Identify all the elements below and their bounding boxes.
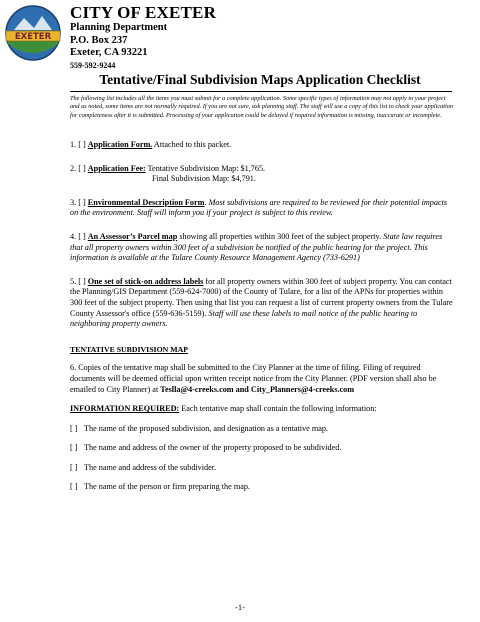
- city-state-zip: Exeter, CA 93221: [70, 47, 148, 58]
- item-1-checkbox[interactable]: 1. [ ]: [70, 140, 88, 149]
- item-4-label: An Assessor’s Parcel map: [87, 231, 178, 241]
- item-4-checkbox[interactable]: 4. [ ]: [70, 231, 88, 241]
- required-info-item: [70, 463, 454, 474]
- required-info-text: The name and address of the subdivider.: [84, 462, 217, 472]
- required-info-checkbox[interactable]: [ ]: [70, 482, 78, 492]
- required-info-item: [70, 424, 454, 435]
- item-5-note: Staff will use these labels to mail notice of the public hearing to neighboring property owners.: [70, 308, 418, 329]
- phone-number: 559-592-9244: [70, 60, 116, 70]
- planner-email-link[interactable]: Teslla@4-creeks.com and City_Planners@4-creeks.com: [160, 384, 355, 394]
- checklist-item-4: [70, 232, 454, 264]
- item-5-checkbox[interactable]: 5. [ ]: [70, 276, 88, 286]
- logo-text: EXETER: [14, 32, 52, 42]
- checklist-body: [70, 140, 454, 493]
- item-5-text: for all property owners within 300 feet of subject property. You can contact the Planning/GIS Department (559-624-7000) of the County of Tulare, for a list of the APNs for properties within 300 feet of the subject property. Then using that list you can request a list of current property owners from the Tulare County Assessor's office (559-636-5159).: [70, 276, 453, 318]
- checklist-item-2: [70, 164, 454, 185]
- document-title: Tentative/Final Subdivision Maps Application Checklist: [99, 72, 421, 87]
- required-info-checkbox[interactable]: [ ]: [70, 423, 78, 433]
- item-2-tentative-fee: Tentative Subdivision Map: $1,765.: [145, 163, 266, 173]
- item-2-label: Application Fee:: [87, 163, 146, 173]
- information-required: [70, 404, 454, 415]
- required-info-checkbox[interactable]: [ ]: [70, 443, 78, 453]
- item-3-text: . Most subdivisions are required to be reviewed for their potential impacts on the environment. Staff will inform you if your project is subject to this review.: [70, 197, 448, 218]
- checklist-item-1: [70, 140, 454, 151]
- item-3-label: Environmental Description Form: [87, 197, 205, 207]
- section-heading: TENTATIVE SUBDIVISION MAP: [70, 344, 188, 354]
- item-2-checkbox[interactable]: 2. [ ]: [70, 163, 88, 173]
- checklist-item-5: [70, 277, 454, 330]
- title-divider: [70, 91, 452, 92]
- item-3-checkbox[interactable]: 3. [ ]: [70, 197, 88, 207]
- information-required-text: Each tentative map shall contain the following information:: [179, 404, 377, 414]
- checklist-item-3: [70, 198, 454, 219]
- letterhead: [70, 4, 216, 70]
- item-1-text: Attached to this packet.: [152, 140, 232, 149]
- item-1-label: Application Form.: [87, 140, 153, 149]
- page-number: -1-: [235, 602, 245, 612]
- item-4-note: State law requires that all property owners within 300 feet of a subdivision be notified of the public hearing for the project. This information is available at the Tulare County Resource Management Agency (733-6291): [70, 231, 443, 263]
- department-name: Planning Department: [70, 22, 168, 33]
- item-6-paragraph: [70, 363, 454, 395]
- required-info-text: The name of the person or firm preparing the map.: [84, 482, 250, 492]
- required-info-item: [70, 443, 454, 454]
- intro-paragraph: The following list includes all the items you must submit for a complete application. Some specific types of information may not apply to your project and as noted, some items are not normally required. If you are not sure, ask planning staff. The staff will use a copy of this list to check your application for completeness after it is submitted. Processing of your application could be delayed if required information is missing, inaccurate or incomplete.: [70, 95, 454, 119]
- required-info-checkbox[interactable]: [ ]: [70, 462, 78, 472]
- po-box: P.O. Box 237: [70, 34, 128, 46]
- required-info-text: The name and address of the owner of the property proposed to be subdivided.: [84, 443, 342, 453]
- required-info-list: [70, 424, 454, 493]
- city-logo-icon: [4, 4, 62, 62]
- required-info-item: [70, 482, 454, 493]
- item-2-final-fee: Final Subdivision Map: $4,791.: [152, 174, 256, 184]
- required-info-text: The name of the proposed subdivision, and designation as a tentative map.: [84, 423, 328, 433]
- item-5-label: One set of stick-on address labels: [87, 276, 204, 286]
- item-6-text: 6. Copies of the tentative map shall be submitted to the City Planner at the time of filing. Filing of required documents will be deemed official upon written receipt notice from the City Planner. (PDF version shall also be emailed to City Planner) at: [70, 363, 437, 394]
- information-required-label: INFORMATION REQUIRED:: [70, 404, 180, 414]
- city-name: CITY OF EXETER: [70, 3, 217, 22]
- item-4-text: showing all properties within 300 feet of the subject property.: [177, 231, 382, 241]
